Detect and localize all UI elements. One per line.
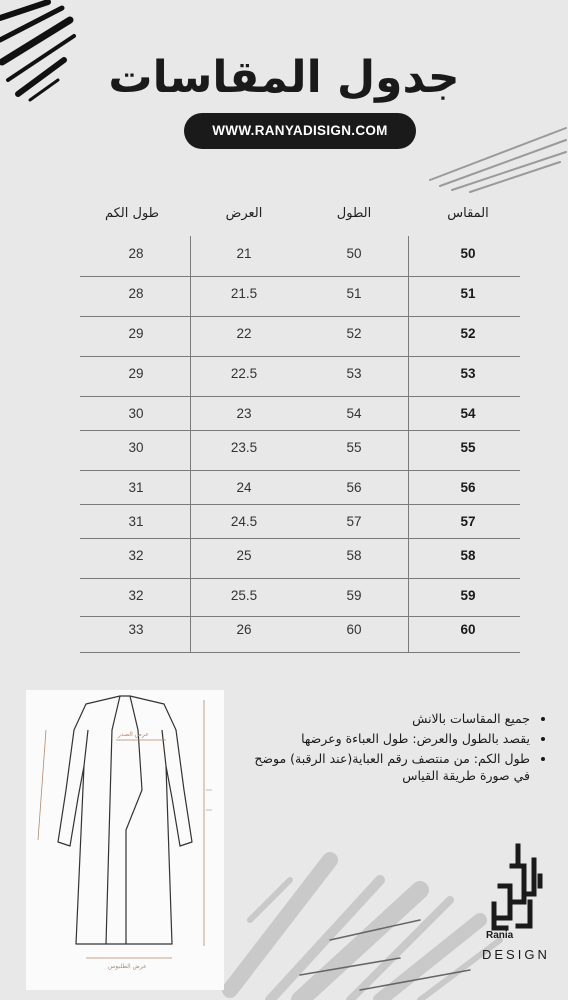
table-cell-size: 50 — [460, 246, 476, 261]
table-cell-length: 57 — [346, 514, 362, 529]
column-divider — [408, 236, 409, 652]
table-row-divider — [80, 616, 520, 617]
header-width: العرض — [225, 206, 263, 221]
table-cell-sleeve: 29 — [128, 366, 144, 381]
table-row-divider — [80, 356, 520, 357]
column-divider — [190, 236, 191, 652]
note-item: • طول الكم: من منتصف رقم العباية(عند الرقبة) موضح في صورة طريقة القياس — [246, 750, 530, 784]
table-cell-width: 21 — [236, 246, 252, 261]
table-cell-size: 52 — [460, 326, 476, 341]
table-cell-length: 58 — [346, 548, 362, 563]
table-cell-sleeve: 32 — [128, 588, 144, 603]
table-cell-sleeve: 32 — [128, 548, 144, 563]
table-row-divider — [80, 470, 520, 471]
table-cell-size: 57 — [460, 514, 476, 529]
measurement-diagram — [26, 690, 224, 990]
table-cell-length: 52 — [346, 326, 362, 341]
table-cell-sleeve: 29 — [128, 326, 144, 341]
table-cell-length: 56 — [346, 480, 362, 495]
website-badge[interactable]: WWW.RANYADISIGN.COM — [184, 113, 416, 149]
table-cell-size: 55 — [460, 440, 476, 455]
table-cell-length: 50 — [346, 246, 362, 261]
table-cell-width: 21.5 — [230, 286, 258, 301]
table-row-divider — [80, 430, 520, 431]
table-cell-width: 24.5 — [230, 514, 258, 529]
svg-text:عرض الصدر: عرض الصدر — [118, 731, 149, 738]
table-cell-size: 51 — [460, 286, 476, 301]
size-table — [80, 198, 520, 658]
table-cell-sleeve: 28 — [128, 246, 144, 261]
rania-logo-mark — [484, 842, 550, 964]
table-cell-width: 26 — [236, 622, 252, 637]
table-row-divider — [80, 316, 520, 317]
header-length: الطول — [336, 206, 372, 221]
table-row-divider — [80, 396, 520, 397]
table-cell-size: 56 — [460, 480, 476, 495]
table-cell-length: 53 — [346, 366, 362, 381]
note-item: • جميع المقاسات بالانش — [246, 710, 530, 727]
table-cell-sleeve: 33 — [128, 622, 144, 637]
logo-name: Rania — [486, 930, 514, 941]
abaya-drawing — [26, 690, 224, 990]
table-cell-length: 59 — [346, 588, 362, 603]
table-row-divider — [80, 538, 520, 539]
table-cell-sleeve: 30 — [128, 406, 144, 421]
table-cell-length: 54 — [346, 406, 362, 421]
table-cell-width: 23.5 — [230, 440, 258, 455]
table-cell-width: 22.5 — [230, 366, 258, 381]
table-cell-sleeve: 28 — [128, 286, 144, 301]
table-cell-sleeve: 30 — [128, 440, 144, 455]
table-cell-sleeve: 31 — [128, 480, 144, 495]
header-sleeve: طول الكم — [104, 206, 160, 221]
table-cell-length: 55 — [346, 440, 362, 455]
table-cell-length: 60 — [346, 622, 362, 637]
svg-text:عرض الطلبوس: عرض الطلبوس — [108, 963, 147, 970]
table-cell-width: 23 — [236, 406, 252, 421]
table-cell-width: 22 — [236, 326, 252, 341]
table-row-divider — [80, 652, 520, 653]
table-cell-length: 51 — [346, 286, 362, 301]
table-cell-size: 53 — [460, 366, 476, 381]
table-cell-size: 60 — [460, 622, 476, 637]
table-row-divider — [80, 504, 520, 505]
table-cell-sleeve: 31 — [128, 514, 144, 529]
table-row-divider — [80, 578, 520, 579]
table-cell-width: 25.5 — [230, 588, 258, 603]
table-cell-width: 25 — [236, 548, 252, 563]
logo-subtitle: DESIGN — [482, 947, 550, 962]
table-cell-width: 24 — [236, 480, 252, 495]
note-item: • يقصد بالطول والعرض: طول العباءة وعرضها — [246, 730, 530, 747]
table-cell-size: 58 — [460, 548, 476, 563]
notes-list — [246, 710, 546, 787]
table-cell-size: 54 — [460, 406, 476, 421]
table-cell-size: 59 — [460, 588, 476, 603]
header-size: المقاس — [447, 206, 489, 221]
page-title: جدول المقاسات — [108, 52, 460, 103]
table-row-divider — [80, 276, 520, 277]
